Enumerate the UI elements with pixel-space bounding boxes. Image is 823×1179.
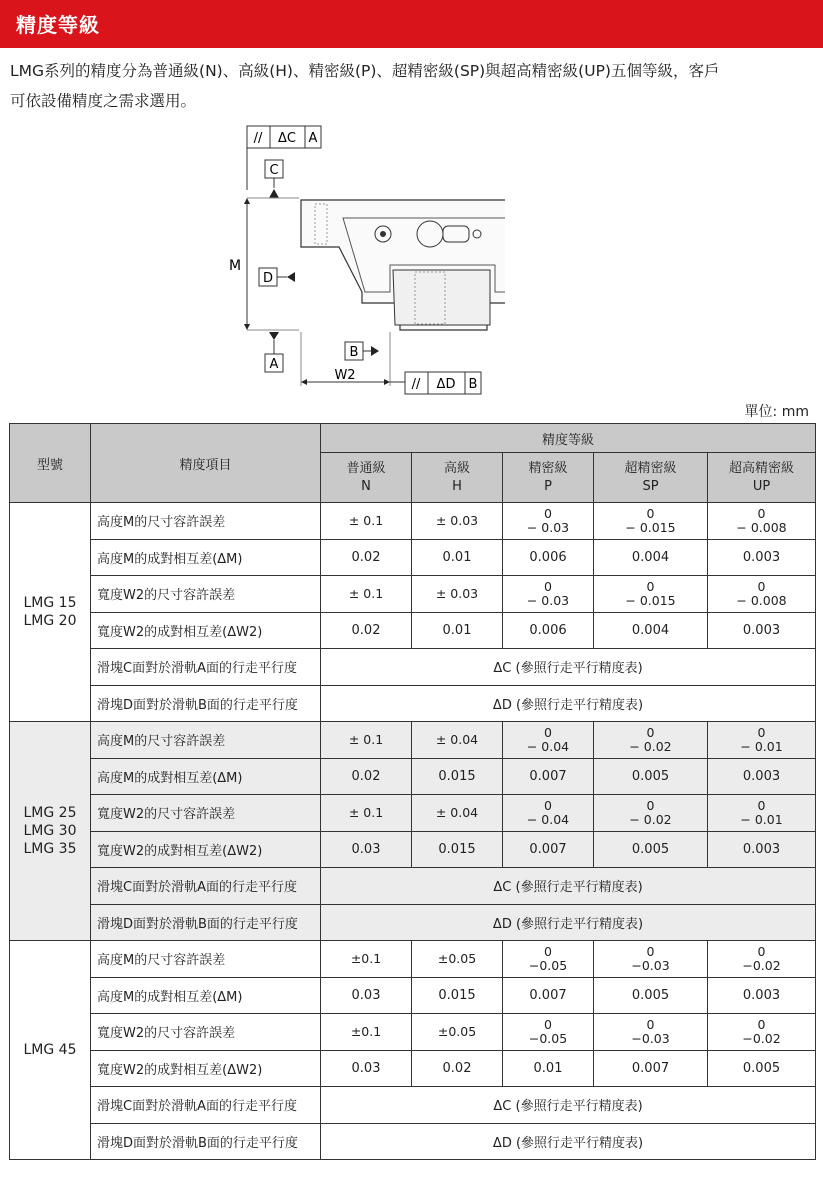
grade-name: 普通級 [346,460,386,476]
value-cell [412,576,503,613]
slider-block [301,200,505,330]
tolerance-line: 0 [646,724,655,740]
table-row [10,758,816,795]
value-cell: 0.03 [321,831,412,868]
model-name: LMG 35 [23,841,77,857]
tolerance-line: 0 [757,578,766,594]
model-group [10,941,816,1160]
value-cell: 0.03 [321,977,412,1014]
datum-a-label: A [269,357,279,372]
grade-header-sp [594,453,708,503]
table-row [10,904,816,941]
model-cell [10,722,91,941]
tolerance-line: − 0.02 [629,738,672,754]
value-cell: 0.02 [321,612,412,649]
unit-label: 單位: mm [744,404,809,420]
value-cell: 0.01 [503,1050,594,1087]
intro-paragraph [10,56,818,116]
tolerance-line: ± 0.04 [435,731,479,747]
value-cell: 0.02 [412,1050,503,1087]
grade-code: SP [642,478,659,494]
tolerance-line: −0.03 [631,957,670,973]
model-name: LMG 30 [23,823,77,839]
value-cell [708,1014,816,1051]
value-cell [321,1014,412,1051]
table-row [10,1087,816,1124]
precision-item: 滑塊D面對於滑軌B面的行走平行度 [91,904,321,941]
value-cell [503,722,594,759]
tolerance-line: ± 0.1 [348,804,384,820]
value-cell [594,941,708,978]
frame-bottom-symbol: // [411,377,421,392]
table-row [10,539,816,576]
value-cell [708,722,816,759]
tolerance-line: 0 [646,1016,655,1032]
value-cell: 0.004 [594,612,708,649]
tolerance-line: 0 [757,1016,766,1032]
frame-bottom-datum: B [468,377,478,392]
tolerance-line: − 0.008 [736,592,787,608]
precision-table [9,423,816,1160]
precision-item: 高度M的尺寸容許誤差 [91,722,321,759]
table-row [10,795,816,832]
value-cell: 0.006 [503,539,594,576]
value-cell: 0.02 [321,539,412,576]
parallelism-reference: ΔC (參照行走平行精度表) [321,1087,816,1124]
value-cell: 0.007 [503,758,594,795]
tolerance-line: 0 [544,1016,552,1032]
datum-c-triangle [269,189,279,198]
value-cell [708,503,816,540]
value-cell [708,576,816,613]
guide-block-diagram [225,120,505,400]
tolerance-line: 0 [757,797,766,813]
parallelism-reference: ΔC (參照行走平行精度表) [321,868,816,905]
value-cell [503,503,594,540]
value-cell: 0.015 [412,758,503,795]
tolerance-line: 0 [646,505,655,521]
value-cell [321,941,412,978]
tolerance-line: 0 [544,505,552,521]
grade-name: 超精密級 [624,460,677,476]
table-row [10,576,816,613]
value-cell: 0.007 [503,831,594,868]
value-cell [412,1014,503,1051]
precision-item: 滑塊D面對於滑軌B面的行走平行度 [91,685,321,722]
tolerance-line: ±0.1 [350,1023,382,1039]
tolerance-line: − 0.008 [736,519,787,535]
tolerance-line: − 0.01 [740,738,783,754]
table-row [10,868,816,905]
table-row [10,941,816,978]
grade-name: 精密級 [528,460,568,476]
tolerance-line: − 0.03 [526,592,570,608]
model-name: LMG 25 [23,805,77,821]
value-cell [708,795,816,832]
parallelism-reference: ΔD (參照行走平行精度表) [321,1123,816,1160]
value-cell: 0.004 [594,539,708,576]
precision-item: 滑塊D面對於滑軌B面的行走平行度 [91,1123,321,1160]
value-cell [412,795,503,832]
tolerance-line: ±0.05 [437,1023,477,1039]
value-cell: 0.015 [412,977,503,1014]
dim-m-label: M [228,258,242,274]
model-name: LMG 45 [23,1042,77,1058]
tolerance-line: 0 [544,724,552,740]
value-cell: 0.007 [594,1050,708,1087]
value-cell: 0.003 [708,539,816,576]
tolerance-line: 0 [544,578,552,594]
precision-item: 寬度W2的尺寸容許誤差 [91,576,321,613]
model-group [10,503,816,722]
precision-item: 高度M的成對相互差(ΔM) [91,977,321,1014]
parallelism-reference: ΔD (參照行走平行精度表) [321,904,816,941]
model-group [10,722,816,941]
grade-code: UP [752,478,771,494]
table-row [10,1123,816,1160]
value-cell: 0.005 [594,977,708,1014]
tolerance-line: − 0.015 [625,519,676,535]
value-cell: 0.03 [321,1050,412,1087]
table-row [10,503,816,540]
grade-name: 高級 [443,460,470,476]
grade-header-n [321,453,412,503]
datum-b-label: B [349,345,359,360]
tolerance-line: 0 [757,724,766,740]
parallelism-reference: ΔD (參照行走平行精度表) [321,685,816,722]
value-cell [503,576,594,613]
tolerance-line: − 0.04 [526,738,570,754]
tolerance-line: ± 0.03 [435,585,479,601]
tolerance-frame-bottom [405,372,481,394]
value-cell: 0.003 [708,612,816,649]
frame-bottom-delta: ΔD [436,377,456,392]
model-cell [10,941,91,1160]
precision-item: 高度M的成對相互差(ΔM) [91,758,321,795]
table-row [10,685,816,722]
table-row [10,977,816,1014]
value-cell: 0.003 [708,758,816,795]
tolerance-line: −0.02 [742,1030,781,1046]
table-row [10,1014,816,1051]
tolerance-line: ± 0.1 [348,731,384,747]
value-cell: 0.003 [708,977,816,1014]
datum-c-label: C [269,163,279,178]
precision-item: 寬度W2的成對相互差(ΔW2) [91,612,321,649]
tolerance-line: − 0.04 [526,811,570,827]
value-cell: 0.02 [321,758,412,795]
precision-item: 滑塊C面對於滑軌A面的行走平行度 [91,868,321,905]
tolerance-line: − 0.015 [625,592,676,608]
value-cell [412,941,503,978]
value-cell: 0.007 [503,977,594,1014]
grade-header-up [708,453,816,503]
value-cell: 0.003 [708,831,816,868]
precision-item: 高度M的尺寸容許誤差 [91,941,321,978]
datum-d-triangle [287,272,295,282]
value-cell [503,941,594,978]
model-name: LMG 20 [23,613,77,629]
value-cell [321,576,412,613]
value-cell [594,722,708,759]
tolerance-line: −0.05 [528,957,568,973]
tolerance-line: ±0.1 [350,950,382,966]
tolerance-line: ± 0.03 [435,512,479,528]
frame-top-datum: A [308,131,318,146]
table-row [10,722,816,759]
datum-a-triangle [269,332,279,340]
grade-code: P [544,478,552,494]
grade-header-p [503,453,594,503]
tolerance-line: 0 [757,505,766,521]
value-cell [594,1014,708,1051]
frame-top-delta: ΔC [278,131,296,146]
value-cell [321,503,412,540]
tolerance-line: ± 0.1 [348,585,384,601]
grade-name: 超高精密級 [729,460,795,476]
value-cell: 0.01 [412,612,503,649]
precision-item: 寬度W2的成對相互差(ΔW2) [91,1050,321,1087]
datum-b-triangle [371,346,379,356]
tolerance-line: −0.02 [742,957,781,973]
datum-d-label: D [262,271,274,286]
section-title: 精度等級 [16,13,100,37]
col-item-header: 精度項目 [91,424,321,503]
tolerance-line: −0.05 [528,1030,568,1046]
grade-header-h [412,453,503,503]
frame-top-symbol: // [253,131,263,146]
dim-w2-label: W2 [334,368,356,383]
model-name: LMG 15 [23,595,77,611]
intro-line-1: LMG系列的精度分為普通級(N)、高級(H)、精密級(P)、超精密級(SP)與超高精密級(UP)五個等級，客戶 [10,62,720,80]
precision-item: 寬度W2的尺寸容許誤差 [91,795,321,832]
tolerance-line: 0 [646,797,655,813]
value-cell [503,1014,594,1051]
precision-item: 寬度W2的成對相互差(ΔW2) [91,831,321,868]
table-row [10,649,816,686]
model-cell [10,503,91,722]
value-cell [412,722,503,759]
table-row [10,831,816,868]
tolerance-line: − 0.02 [629,811,672,827]
precision-item: 高度M的尺寸容許誤差 [91,503,321,540]
value-cell [594,795,708,832]
tolerance-line: ± 0.04 [435,804,479,820]
tolerance-line: − 0.01 [740,811,783,827]
tolerance-line: 0 [757,943,766,959]
col-model-header: 型號 [10,424,91,503]
value-cell: 0.01 [412,539,503,576]
value-cell: 0.005 [594,831,708,868]
value-cell [321,722,412,759]
value-cell: 0.006 [503,612,594,649]
value-cell [708,941,816,978]
value-cell: 0.005 [708,1050,816,1087]
intro-line-2: 可依設備精度之需求選用。 [10,92,197,110]
tolerance-line: −0.03 [631,1030,670,1046]
tolerance-frame-top [247,126,321,148]
value-cell [321,795,412,832]
value-cell [594,503,708,540]
table-row [10,612,816,649]
tolerance-line: − 0.03 [526,519,570,535]
tolerance-line: 0 [646,943,655,959]
parallelism-reference: ΔC (參照行走平行精度表) [321,649,816,686]
tolerance-line: 0 [646,578,655,594]
tolerance-line: 0 [544,797,552,813]
value-cell [503,795,594,832]
grade-code: N [361,478,371,494]
value-cell: 0.015 [412,831,503,868]
table-row [10,1050,816,1087]
precision-item: 滑塊C面對於滑軌A面的行走平行度 [91,649,321,686]
tolerance-line: 0 [544,943,552,959]
value-cell: 0.005 [594,758,708,795]
value-cell [594,576,708,613]
grade-code: H [452,478,462,494]
col-grade-header: 精度等級 [321,424,816,453]
precision-item: 滑塊C面對於滑軌A面的行走平行度 [91,1087,321,1124]
tolerance-line: ± 0.1 [348,512,384,528]
precision-item: 寬度W2的尺寸容許誤差 [91,1014,321,1051]
section-header [0,0,823,48]
precision-item: 高度M的成對相互差(ΔM) [91,539,321,576]
tolerance-line: ±0.05 [437,950,477,966]
value-cell [412,503,503,540]
